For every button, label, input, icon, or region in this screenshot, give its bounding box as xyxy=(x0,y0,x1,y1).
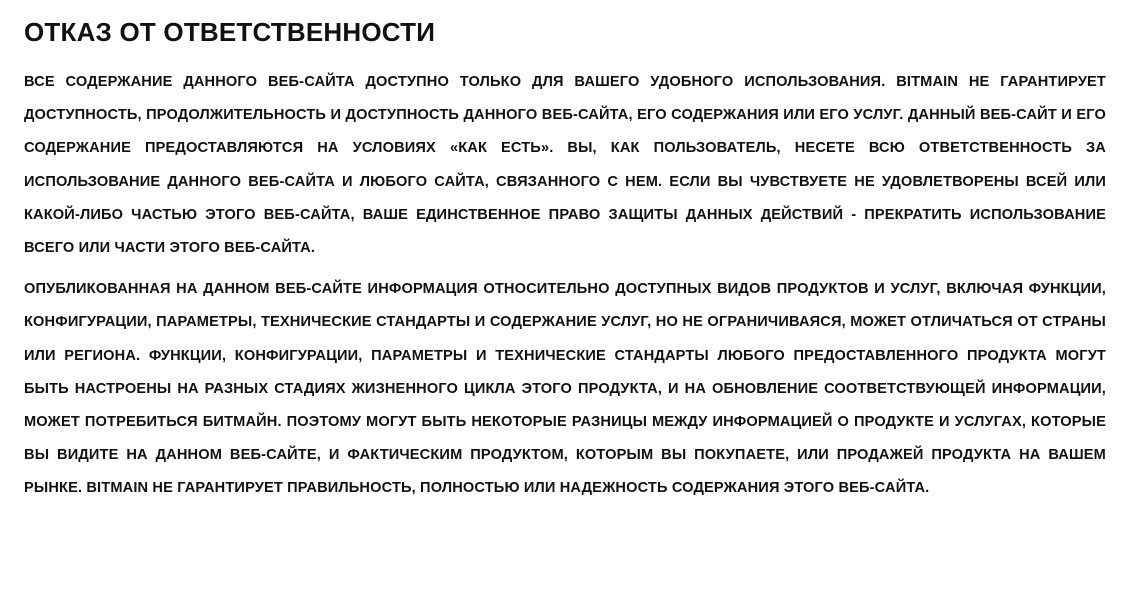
page-title: ОТКАЗ ОТ ОТВЕТСТВЕННОСТИ xyxy=(24,17,436,47)
disclaimer-page xyxy=(24,14,1106,506)
disclaimer-paragraph-product-information: ОПУБЛИКОВАННАЯ НА ДАННОМ ВЕБ-САЙТЕ ИНФОРМАЦИЯ ОТНОСИТЕЛЬНО ДОСТУПНЫХ ВИДОВ ПРОДУКТОВ И УСЛУГ, ВКЛЮЧАЯ ФУНКЦИИ, КОНФИГУРАЦИИ, ПАРАМЕТРЫ, ТЕХНИЧЕСКИЕ СТАНДАРТЫ И СОДЕРЖАНИЕ УСЛУГ, НО НЕ ОГРАНИЧИВАЯСЯ, МОЖЕТ ОТЛИЧАТЬСЯ ОТ СТРАНЫ ИЛИ РЕГИОНА. ФУНКЦИИ, КОНФИГУРАЦИИ, ПАРАМЕТРЫ И ТЕХНИЧЕСКИЕ СТАНДАРТЫ ЛЮБОГО ПРЕДОСТАВЛЕННОГО ПРОДУКТА МОГУТ БЫТЬ НАСТРОЕНЫ НА РАЗНЫХ СТАДИЯХ ЖИЗНЕННОГО ЦИКЛА ЭТОГО ПРОДУКТА, И НА ОБНОВЛЕНИЕ СООТВЕТСТВУЮЩЕЙ ИНФОРМАЦИИ, МОЖЕТ ПОТРЕБИТЬСЯ БИТМАЙН. ПОЭТОМУ МОГУТ БЫТЬ НЕКОТОРЫЕ РАЗНИЦЫ МЕЖДУ ИНФОРМАЦИЕЙ О ПРОДУКТЕ И УСЛУГАХ, КОТОРЫЕ ВЫ ВИДИТЕ НА ДАННОМ ВЕБ-САЙТЕ, И ФАКТИЧЕСКИМ ПРОДУКТОМ, КОТОРЫМ ВЫ ПОКУПАЕТЕ, ИЛИ ПРОДАЖЕЙ ПРОДУКТА НА ВАШЕМ РЫНКЕ. BITMAIN НЕ ГАРАНТИРУЕТ ПРАВИЛЬНОСТЬ, ПОЛНОСТЬЮ ИЛИ НАДЕЖНОСТЬ СОДЕРЖАНИЯ ЭТОГО ВЕБ-САЙТА. xyxy=(24,281,1106,497)
disclaimer-paragraph-availability: ВСЕ СОДЕРЖАНИЕ ДАННОГО ВЕБ-САЙТА ДОСТУПНО ТОЛЬКО ДЛЯ ВАШЕГО УДОБНОГО ИСПОЛЬЗОВАНИЯ. BITMAIN НЕ ГАРАНТИРУЕТ ДОСТУПНОСТЬ, ПРОДОЛЖИТЕЛЬНОСТЬ И ДОСТУПНОСТЬ ДАННОГО ВЕБ-САЙТА, ЕГО СОДЕРЖАНИЯ ИЛИ ЕГО УСЛУГ. ДАННЫЙ ВЕБ-САЙТ И ЕГО СОДЕРЖАНИЕ ПРЕДОСТАВЛЯЮТСЯ НА УСЛОВИЯХ «КАК ЕСТЬ». ВЫ, КАК ПОЛЬЗОВАТЕЛЬ, НЕСЕТЕ ВСЮ ОТВЕТСТВЕННОСТЬ ЗА ИСПОЛЬЗОВАНИЕ ДАННОГО ВЕБ-САЙТА И ЛЮБОГО САЙТА, СВЯЗАННОГО С НЕМ. ЕСЛИ ВЫ ЧУВСТВУЕТЕ НЕ УДОВЛЕТВОРЕНЫ ВСЕЙ ИЛИ КАКОЙ-ЛИБО ЧАСТЬЮ ЭТОГО ВЕБ-САЙТА, ВАШЕ ЕДИНСТВЕННОЕ ПРАВО ЗАЩИТЫ ДАННЫХ ДЕЙСТВИЙ - ПРЕКРАТИТЬ ИСПОЛЬЗОВАНИЕ ВСЕГО ИЛИ ЧАСТИ ЭТОГО ВЕБ-САЙТА. xyxy=(24,74,1106,257)
